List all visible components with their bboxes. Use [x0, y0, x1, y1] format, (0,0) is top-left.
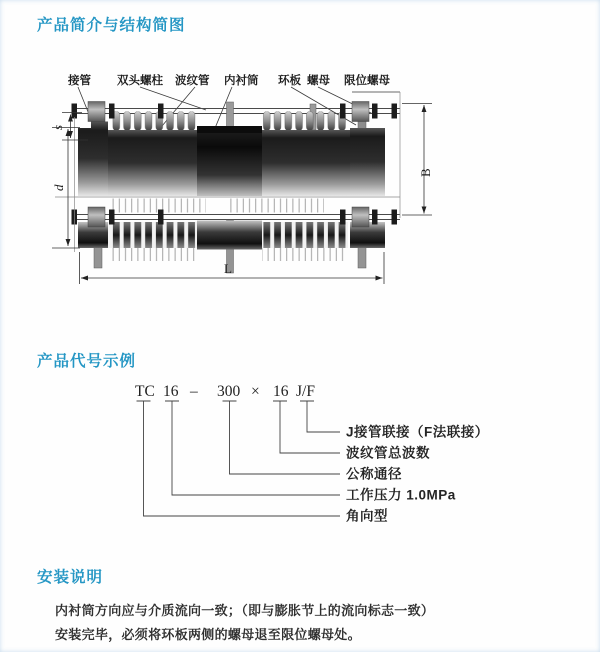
bellows-convolutions-left [111, 112, 197, 131]
ring-plate-left [88, 102, 105, 122]
limit-nut-right [392, 104, 398, 119]
part-label-double-head-stud: 双头螺柱 [117, 75, 163, 87]
dim-label-s: s [50, 124, 65, 130]
code-segment-pressure: 16 [163, 383, 179, 400]
part-label-limit-nut: 限位螺母 [344, 75, 390, 87]
section-title-intro: 产品简介与结构简图 [37, 17, 186, 34]
code-segment-type: TC [135, 383, 155, 400]
dim-label-b: B [418, 168, 433, 177]
part-label-ring-plate: 环板 [278, 75, 301, 87]
connection-pipe-right [350, 128, 385, 196]
callout-working-pressure: 工作压力 1.0MPa [346, 487, 456, 503]
callout-connection-type: J接管联接（F法联接） [346, 424, 489, 440]
part-label-bellows: 波纹管 [175, 75, 210, 87]
connection-pipe-left [78, 122, 108, 197]
lower-body [78, 221, 385, 250]
install-instruction-line-1: 内衬筒方向应与介质流向一致；（即与膨胀节上的流向标志一致） [55, 603, 435, 618]
dim-label-l: L [224, 261, 232, 276]
ring-plate-right [352, 102, 369, 122]
bellows-convolutions-right [262, 112, 348, 131]
code-segment-connection: J/F [296, 383, 315, 400]
code-segment-waves: 16 [273, 383, 289, 400]
code-callout-lines [137, 401, 341, 516]
dim-label-d: d [51, 184, 66, 191]
code-callout-labels [346, 424, 489, 524]
code-segment-times: × [251, 383, 260, 400]
section-title-code-example: 产品代号示例 [37, 353, 137, 370]
product-code-line [135, 383, 315, 400]
callout-wave-count: 波纹管总波数 [346, 445, 430, 461]
part-label-connection-pipe: 接管 [68, 75, 91, 87]
part-label-inner-liner: 内衬筒 [224, 75, 259, 87]
callout-angular-type: 角向型 [346, 508, 388, 524]
install-instruction-line-2: 安装完毕，必须将环板两侧的螺母退至限位螺母处。 [55, 627, 361, 642]
callout-nominal-diameter: 公称通径 [346, 466, 402, 482]
section-title-install: 安装说明 [37, 569, 104, 586]
part-label-nut: 螺母 [307, 75, 330, 87]
limit-nut-left [72, 104, 78, 119]
code-segment-diameter: 300 [217, 383, 241, 400]
inner-liner-collar [197, 126, 262, 196]
code-segment-dash: – [190, 383, 198, 400]
part-labels [67, 73, 390, 87]
